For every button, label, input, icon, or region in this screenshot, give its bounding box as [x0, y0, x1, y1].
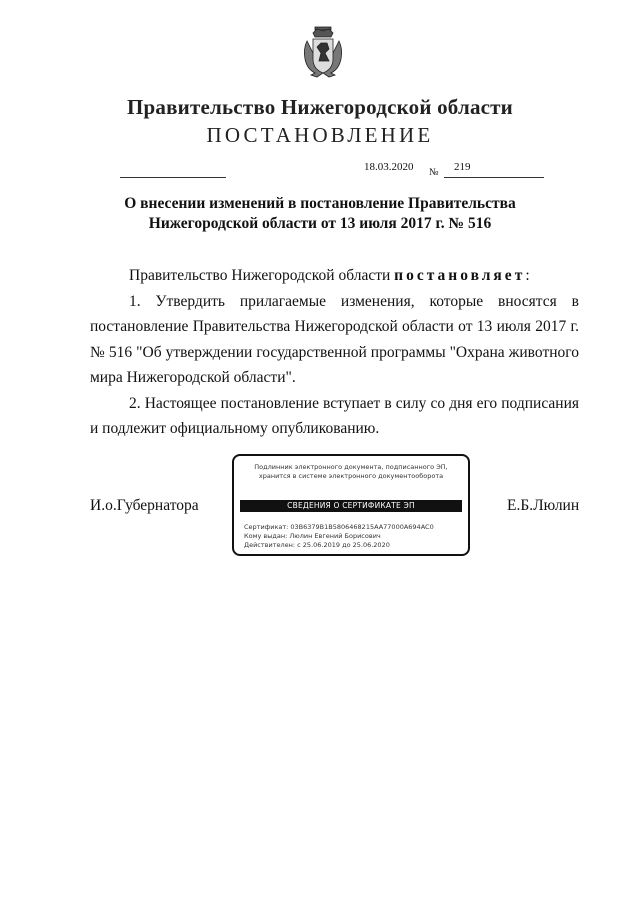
document-body — [90, 263, 579, 442]
stamp-issued-to: Кому выдан: Люлин Евгений Борисович — [244, 532, 381, 540]
stamp-header: СВЕДЕНИЯ О СЕРТИФИКАТЕ ЭП — [240, 500, 462, 512]
stamp-validity: Действителен: с 25.06.2019 до 25.06.2020 — [244, 541, 390, 549]
number-sign: № — [429, 167, 439, 178]
stamp-note — [234, 463, 468, 481]
stamp-note-line-2: хранится в системе электронного документооборота — [258, 472, 444, 480]
subject-line-1: О внесении изменений в постановление Правительства — [124, 195, 516, 212]
signatory-name: Е.Б.Люлин — [507, 497, 580, 514]
resolution-intro — [90, 263, 579, 289]
intro-lead: Правительство Нижегородской области — [129, 267, 395, 284]
document-subject — [80, 194, 560, 234]
stamp-certificate: Сертификат: 03B6379B1B5806468215AA77000A694AC0 — [244, 523, 434, 531]
clause-1: 1. Утвердить прилагаемые изменения, которые вносятся в постановление Правительства Нижегородской области от 13 июля 2017 г. № 516 "Об утверждении государственной программы "Охрана животного мира Нижегородской области". — [90, 292, 579, 386]
government-title: Правительство Нижегородской области — [127, 95, 513, 119]
number-line — [444, 177, 544, 178]
coat-of-arms-icon — [301, 25, 345, 79]
document-type: ПОСТАНОВЛЕНИЕ — [206, 123, 434, 147]
document-number: 219 — [454, 161, 471, 173]
subject-line-2: Нижегородской области от 13 июля 2017 г. № 516 — [148, 215, 492, 232]
clause-2: 2. Настоящее постановление вступает в силу со дня его подписания и подлежит официальному опубликованию. — [90, 394, 579, 437]
intro-tail: : — [525, 267, 530, 284]
e-signature-stamp — [232, 454, 470, 556]
signatory-position: И.о.Губернатора — [90, 497, 199, 514]
blank-line-left — [120, 177, 226, 178]
intro-verb: постановляет — [394, 267, 526, 284]
document-date: 18.03.2020 — [364, 161, 414, 173]
stamp-note-line-1: Подлинник электронного документа, подписанного ЭП, — [254, 463, 448, 471]
